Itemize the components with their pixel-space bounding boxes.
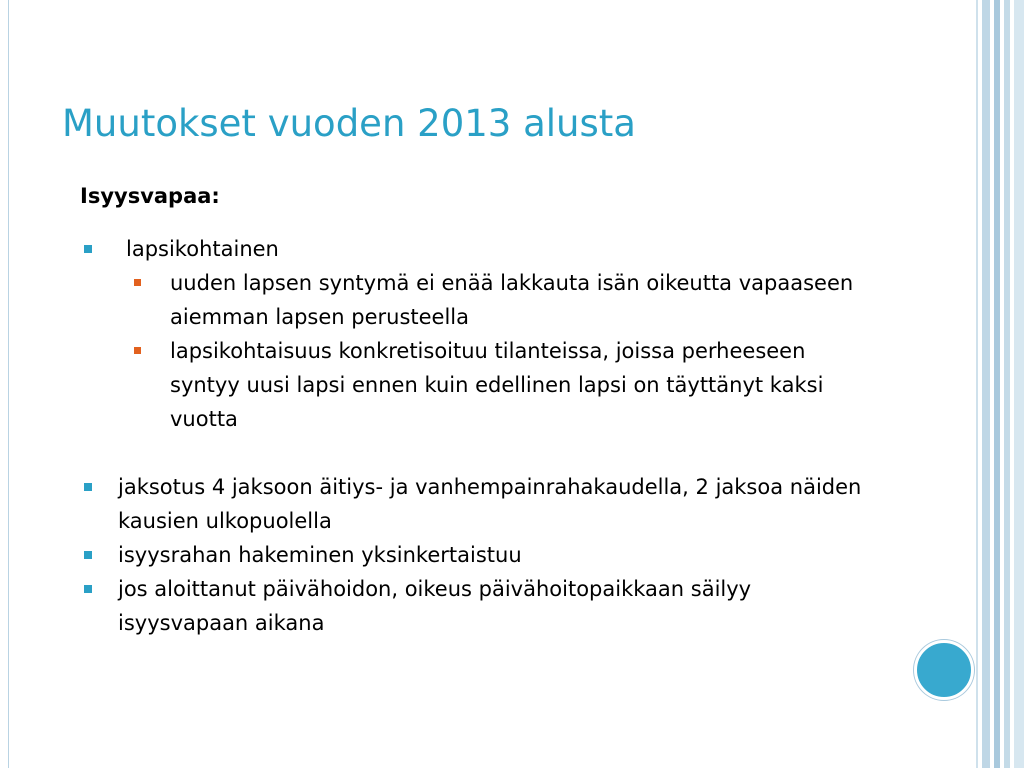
square-bullet-icon [134, 279, 141, 286]
square-bullet-icon [84, 245, 92, 253]
bullet-list [80, 232, 880, 640]
bullet-text: jaksotus 4 jaksoon äitiys- ja vanhempainrahakaudella, 2 jaksoa näiden kausien ulkopuolella [118, 475, 862, 533]
subheading: Isyysvapaa: [80, 184, 220, 208]
sub-bullet-item [80, 266, 880, 334]
sub-bullet-text: lapsikohtaisuus konkretisoituu tilanteissa, joissa perheeseen syntyy uusi lapsi ennen kuin edellinen lapsi on täyttänyt kaksi vuotta [170, 339, 824, 431]
square-bullet-icon [84, 551, 92, 559]
square-bullet-icon [84, 585, 92, 593]
spacer [80, 436, 880, 470]
sub-bullet-text: uuden lapsen syntymä ei enää lakkauta isän oikeutta vapaaseen aiemman lapsen perusteella [170, 271, 854, 329]
decor-stripe [994, 0, 1000, 768]
sub-bullet-item [80, 334, 880, 436]
left-border-line [8, 0, 9, 768]
slide-title: Muutokset vuoden 2013 alusta [62, 102, 636, 145]
bullet-item [80, 232, 880, 266]
bullet-item [80, 538, 880, 572]
bullet-item [80, 572, 880, 640]
slide-body [80, 184, 880, 640]
square-bullet-icon [84, 483, 92, 491]
bullet-text: jos aloittanut päivähoidon, oikeus päivähoitopaikkaan säilyy isyysvapaan aikana [118, 577, 752, 635]
bullet-item [80, 470, 880, 538]
decor-stripe [1014, 0, 1024, 768]
decor-circle [914, 640, 974, 700]
square-bullet-icon [134, 347, 141, 354]
decor-stripe [982, 0, 990, 768]
decor-stripe [976, 0, 978, 768]
decor-stripe [1004, 0, 1010, 768]
bullet-text: lapsikohtainen [126, 237, 279, 261]
bullet-text: isyysrahan hakeminen yksinkertaistuu [118, 543, 522, 567]
